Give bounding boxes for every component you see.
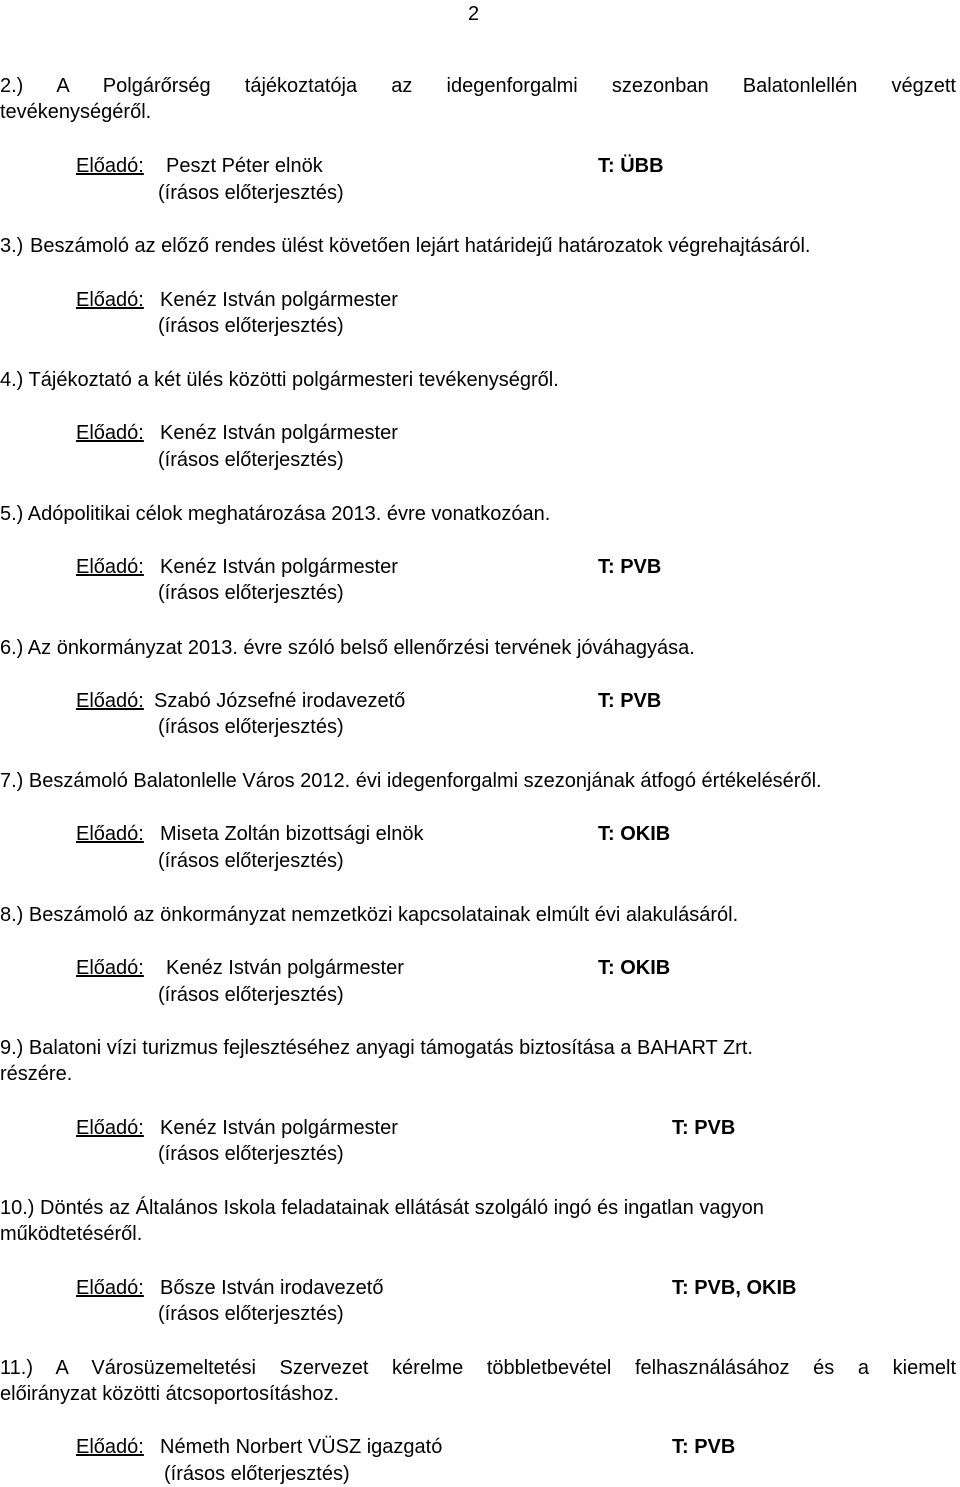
agenda-item-4-presenter: Kenéz István polgármester: [160, 422, 398, 444]
agenda-item-11-note: (írásos előterjesztés): [164, 1463, 350, 1485]
agenda-item-4-note: (írásos előterjesztés): [158, 449, 344, 471]
agenda-item-10-presenter-prefix: Előadó:: [76, 1277, 144, 1299]
agenda-item-2-presenter-prefix: Előadó:: [76, 155, 144, 177]
agenda-item-9-presenter-prefix: Előadó:: [76, 1117, 144, 1139]
agenda-item-8-committee: T: OKIB: [598, 957, 671, 979]
agenda-item-2-title: 2.) A Polgárőrség tájékoztatója az idegenforgalmi szezonban Balatonlellén végzett: [0, 75, 956, 97]
agenda-item-8-note: (írásos előterjesztés): [158, 984, 344, 1006]
agenda-item-6-note: (írásos előterjesztés): [158, 716, 344, 738]
agenda-item-7-note: (írásos előterjesztés): [158, 850, 344, 872]
agenda-item-9-presenter: Kenéz István polgármester: [160, 1117, 398, 1139]
agenda-item-9-title-cont: részére.: [0, 1063, 73, 1085]
agenda-item-3-title: Beszámoló az előző rendes ülést követően lejárt határidejű határozatok végrehajtásáról.: [30, 235, 811, 257]
agenda-item-3-presenter-prefix: Előadó:: [76, 289, 144, 311]
agenda-item-5-committee: T: PVB: [598, 556, 662, 578]
agenda-item-6-committee: T: PVB: [598, 690, 662, 712]
agenda-item-11-presenter-prefix: Előadó:: [76, 1436, 144, 1458]
agenda-item-7-presenter-prefix: Előadó:: [76, 823, 144, 845]
agenda-item-7-presenter: Miseta Zoltán bizottsági elnök: [160, 823, 424, 845]
agenda-item-3-presenter: Kenéz István polgármester: [160, 289, 398, 311]
agenda-item-2-committee: T: ÜBB: [598, 155, 664, 177]
agenda-item-5-note: (írásos előterjesztés): [158, 582, 344, 604]
agenda-item-10-committee: T: PVB, OKIB: [672, 1277, 797, 1299]
agenda-item-4-presenter-prefix: Előadó:: [76, 422, 144, 444]
agenda-item-7-committee: T: OKIB: [598, 823, 671, 845]
agenda-item-2-presenter: Peszt Péter elnök: [166, 155, 323, 177]
agenda-item-9-title: 9.) Balatoni vízi turizmus fejlesztéséhez anyagi támogatás biztosítása a BAHART Zrt.: [0, 1037, 753, 1059]
agenda-item-5-presenter-prefix: Előadó:: [76, 556, 144, 578]
agenda-item-6-presenter-prefix: Előadó:: [76, 690, 144, 712]
page-number: 2: [468, 3, 480, 25]
agenda-item-5-presenter: Kenéz István polgármester: [160, 556, 398, 578]
agenda-item-10-note: (írásos előterjesztés): [158, 1303, 344, 1325]
agenda-item-11-title-cont: előirányzat közötti átcsoportosításhoz.: [0, 1383, 340, 1405]
agenda-item-10-presenter: Bősze István irodavezető: [160, 1277, 384, 1299]
agenda-item-5-title: 5.) Adópolitikai célok meghatározása 2013. évre vonatkozóan.: [0, 503, 551, 525]
agenda-item-11-committee: T: PVB: [672, 1436, 736, 1458]
agenda-item-3-note: (írásos előterjesztés): [158, 315, 344, 337]
agenda-item-9-committee: T: PVB: [672, 1117, 736, 1139]
agenda-item-11-presenter: Németh Norbert VÜSZ igazgató: [160, 1436, 443, 1458]
agenda-item-11-title: 11.) A Városüzemeltetési Szervezet kérelme többletbevétel felhasználásához és a kiemelt: [0, 1357, 956, 1379]
agenda-item-10-title-cont: működtetéséről.: [0, 1223, 143, 1245]
agenda-item-6-presenter: Szabó Józsefné irodavezető: [154, 690, 406, 712]
agenda-item-2-note: (írásos előterjesztés): [158, 182, 344, 204]
agenda-item-6-title: 6.) Az önkormányzat 2013. évre szóló belső ellenőrzési tervének jóváhagyása.: [0, 637, 695, 659]
agenda-item-8-title: 8.) Beszámoló az önkormányzat nemzetközi kapcsolatainak elmúlt évi alakulásáról.: [0, 904, 739, 926]
agenda-item-3-number: 3.): [0, 235, 24, 257]
agenda-item-7-title: 7.) Beszámoló Balatonlelle Város 2012. évi idegenforgalmi szezonjának átfogó értékeléséről.: [0, 770, 822, 792]
agenda-item-10-title: 10.) Döntés az Általános Iskola feladatainak ellátását szolgáló ingó és ingatlan vagyon: [0, 1197, 764, 1219]
agenda-item-8-presenter: Kenéz István polgármester: [166, 957, 404, 979]
agenda-item-2-title-cont: tevékenységéről.: [0, 101, 152, 123]
agenda-item-9-note: (írásos előterjesztés): [158, 1143, 344, 1165]
agenda-item-4-title: 4.) Tájékoztató a két ülés közötti polgármesteri tevékenységről.: [0, 369, 559, 391]
agenda-item-8-presenter-prefix: Előadó:: [76, 957, 144, 979]
